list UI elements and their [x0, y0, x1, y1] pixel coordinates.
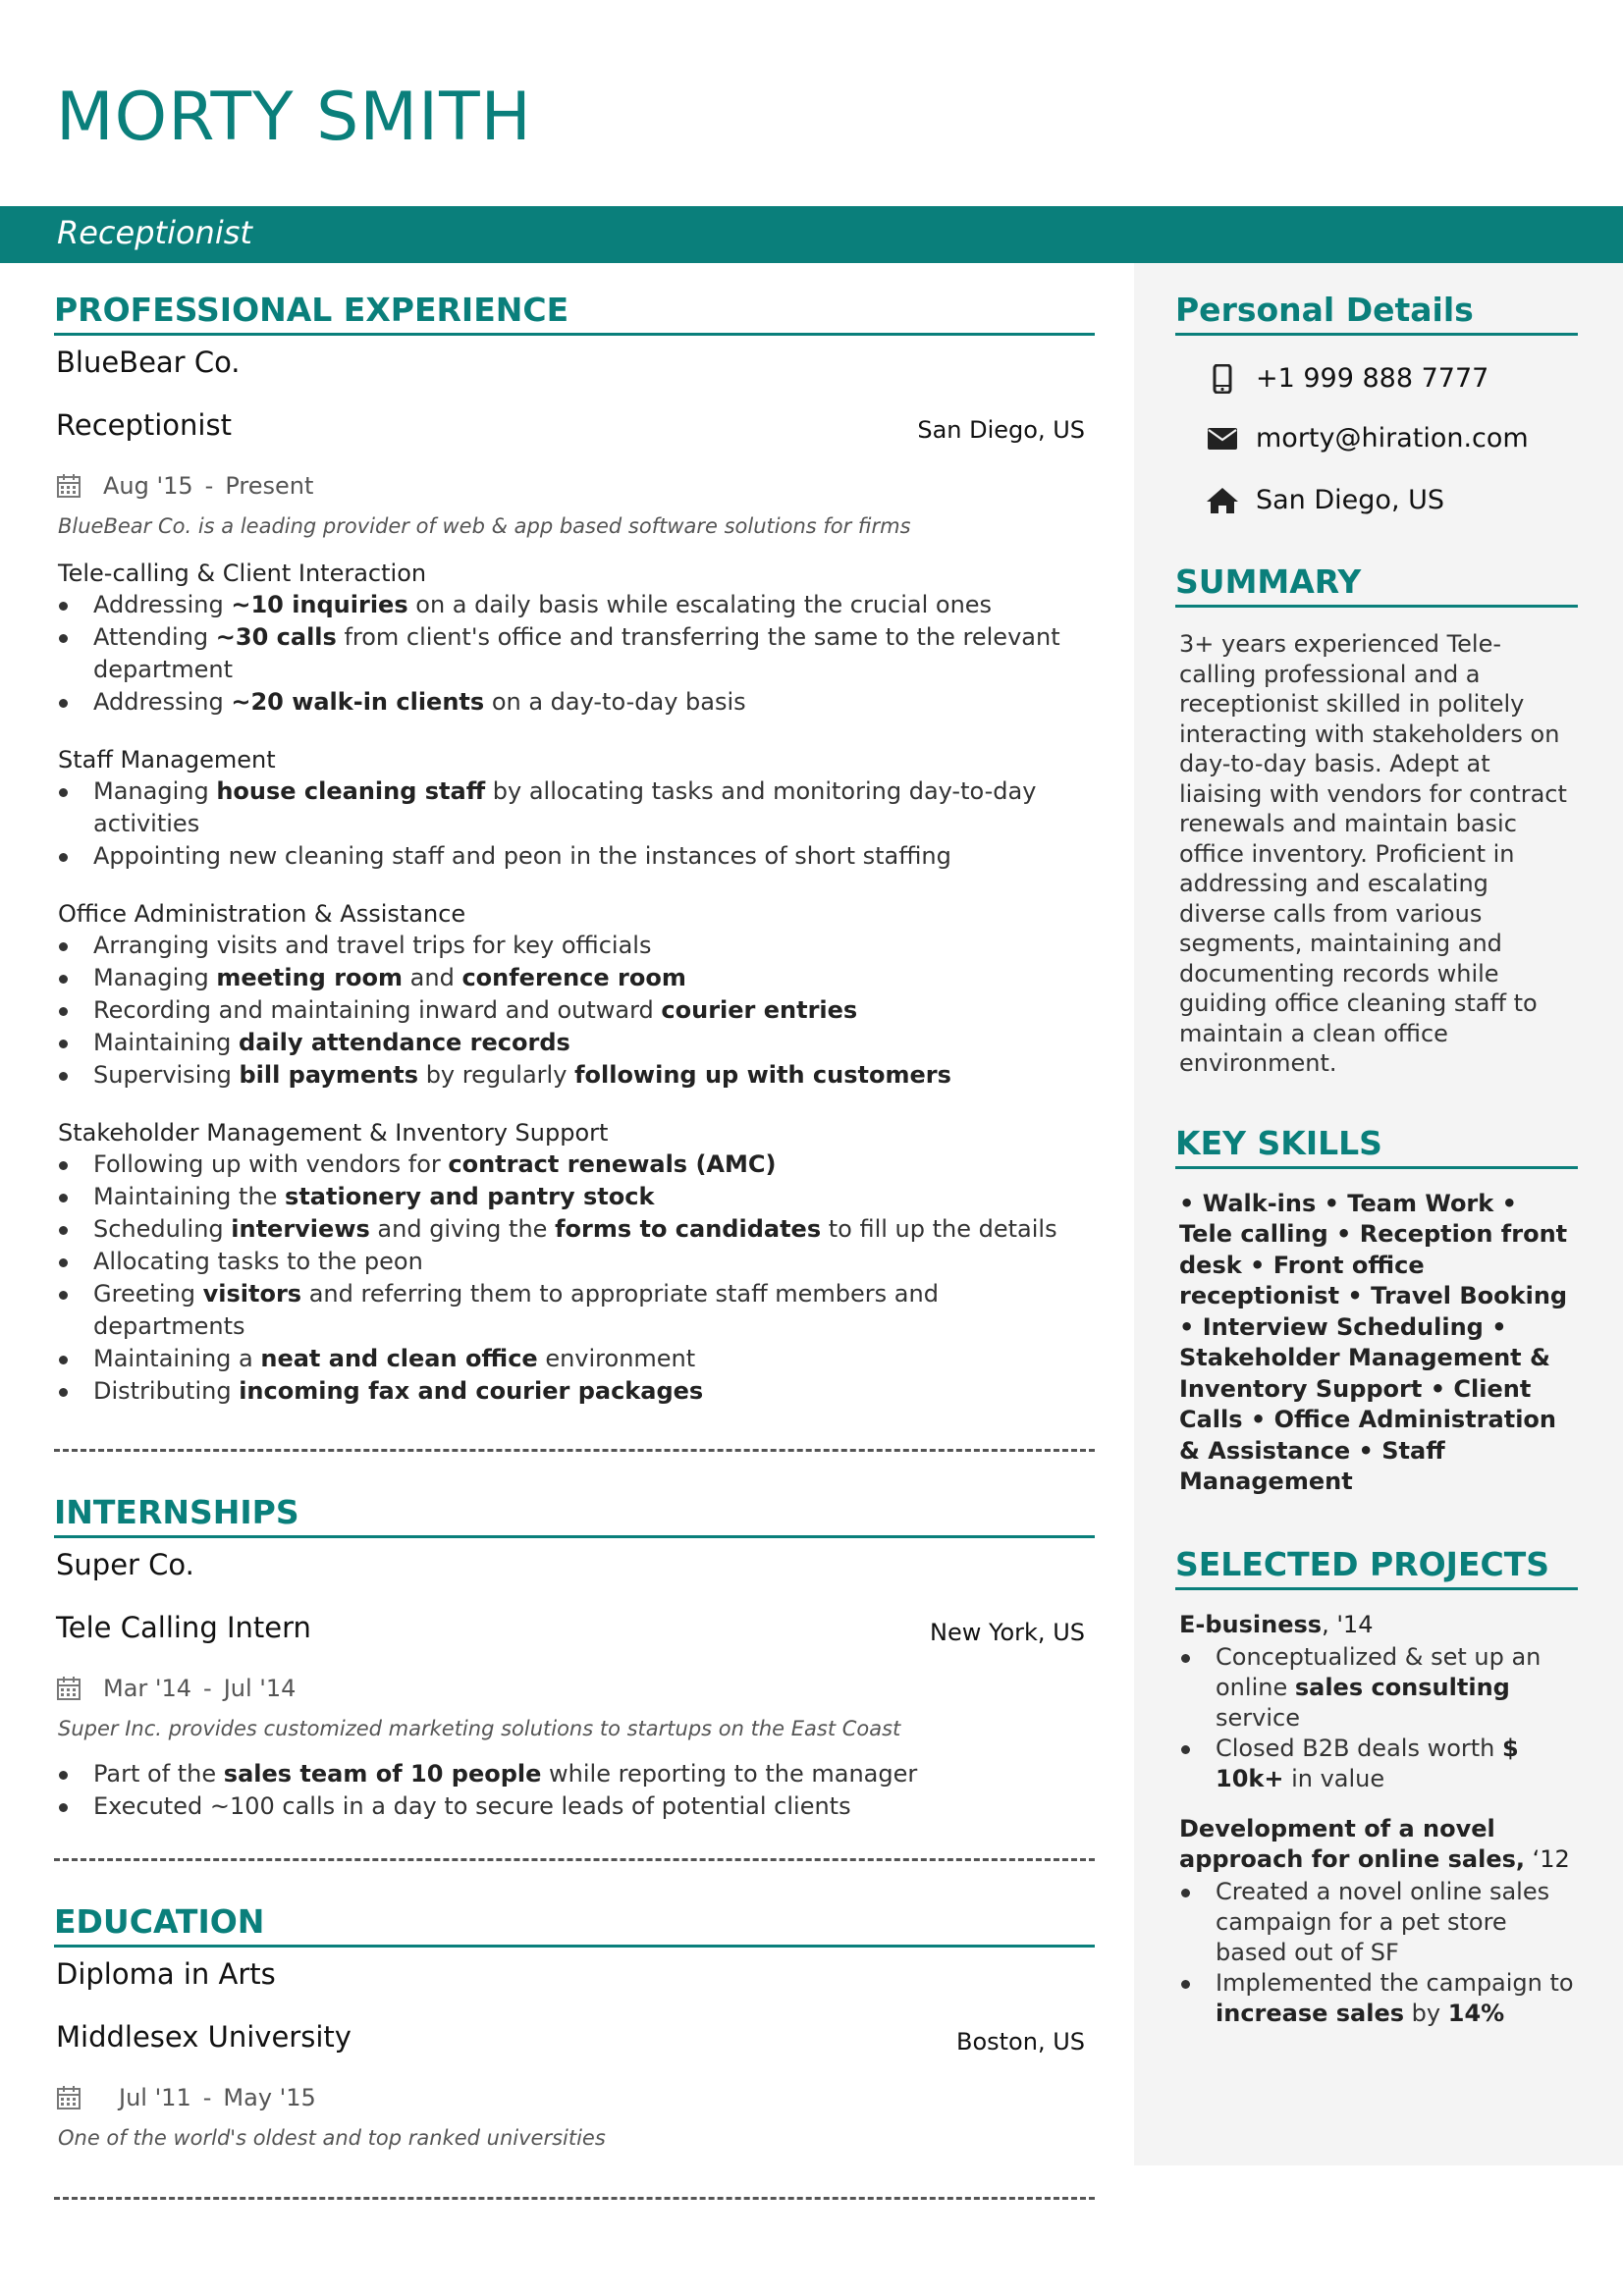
role-line	[54, 1611, 1095, 1652]
list-item: Closed B2B deals worth $ 10k+ in value	[1216, 1734, 1578, 1794]
contact-phone	[1205, 363, 1578, 394]
list-item: Recording and maintaining inward and outward courier entries	[93, 994, 1095, 1027]
job-title: Receptionist	[57, 214, 252, 251]
list-item: Attending ~30 calls from client's office and transferring the same to the relevant department	[93, 621, 1095, 686]
group-title: Stakeholder Management & Inventory Support	[58, 1119, 609, 1147]
summary-section	[1175, 562, 1578, 1079]
internship-bullets	[54, 1758, 1095, 1823]
list-item: Greeting visitors and referring them to appropriate staff members and departments	[93, 1278, 1095, 1343]
section-heading: SUMMARY	[1175, 562, 1578, 608]
phone-number: +1 999 888 7777	[1256, 363, 1489, 394]
section-heading: SELECTED PROJECTS	[1175, 1545, 1578, 1590]
school-description: One of the world's oldest and top ranked universities	[58, 2126, 606, 2150]
group-title: Tele-calling & Client Interaction	[58, 560, 427, 587]
section-heading: KEY SKILLS	[1175, 1124, 1578, 1169]
school-line	[54, 2020, 1095, 2061]
responsibility-groups	[54, 560, 1095, 1408]
list-item: Addressing ~20 walk-in clients on a day-to-day basis	[93, 686, 1095, 719]
list-item: Appointing new cleaning staff and peon in the instances of short staffing	[93, 840, 1095, 873]
list-item: Maintaining daily attendance records	[93, 1027, 1095, 1059]
location: Boston, US	[955, 2028, 1085, 2056]
bullet-list	[54, 589, 1095, 719]
location: New York, US	[930, 1619, 1085, 1646]
location: San Diego, US	[917, 416, 1085, 444]
date-start: Mar '14	[103, 1675, 192, 1702]
experience-section	[54, 291, 1095, 1452]
calendar-icon	[56, 2085, 81, 2110]
contact-address	[1205, 485, 1578, 515]
summary-text: 3+ years experienced Tele-calling professional and a receptionist skilled in politely interacting with stakeholders on day-to-day basis. Adept at liaising with vendors for contract renewals and maintain basic office inventory. Proficient in addressing and escalating diverse calls from various segments, maintaining and documenting records while guiding office cleaning staff to maintain a clean office environment.	[1179, 630, 1567, 1077]
school-name: Middlesex University	[56, 2020, 352, 2054]
company-description: Super Inc. provides customized marketing solutions to startups on the East Coast	[58, 1717, 901, 1740]
section-heading: INTERNSHIPS	[54, 1493, 1095, 1538]
company-description: BlueBear Co. is a leading provider of web & app based software solutions for firms	[58, 514, 911, 538]
projects-section	[1175, 1545, 1578, 2029]
email-address: morty@hiration.com	[1256, 423, 1529, 454]
calendar-icon	[56, 473, 81, 499]
contact-email	[1205, 423, 1578, 454]
list-item: Conceptualized & set up an online sales consulting service	[1216, 1642, 1578, 1734]
date-end: Jul '14	[223, 1675, 297, 1702]
education-section	[54, 1902, 1095, 2200]
home-icon	[1206, 487, 1239, 514]
group-title: Staff Management	[58, 746, 276, 774]
section-heading: PROFESSIONAL EXPERIENCE	[54, 291, 1095, 336]
date-range: Aug '15 - Present	[54, 469, 1095, 503]
skills-list: • Walk-ins • Team Work • Tele calling • Reception front desk • Front office receptionist • Travel Booking • Interview Scheduling • Stakeholder Management & Inventory Support • Client Calls • Office Administration & Assistance • Staff Management	[1179, 1189, 1568, 1495]
calendar-icon	[56, 1676, 81, 1701]
list-item: Maintaining a neat and clean office environment	[93, 1343, 1095, 1375]
list-item: Scheduling interviews and giving the forms to candidates to fill up the details	[93, 1213, 1095, 1246]
list-item: Part of the sales team of 10 people while reporting to the manager	[93, 1758, 1095, 1790]
project-title: Development of a novel approach for online sales, ‘12	[1179, 1814, 1570, 1873]
role-line	[54, 408, 1095, 450]
date-end: May '15	[223, 2084, 316, 2111]
group-title: Office Administration & Assistance	[58, 900, 466, 928]
list-item: Implemented the campaign to increase sales by 14%	[1216, 1968, 1578, 2029]
project-bullets	[1175, 1642, 1578, 1794]
envelope-icon	[1208, 428, 1237, 450]
personal-details-section	[1175, 291, 1578, 515]
main-column	[54, 291, 1095, 2200]
phone-icon	[1213, 364, 1232, 394]
list-item: Managing house cleaning staff by allocating tasks and monitoring day-to-day activities	[93, 775, 1095, 840]
sidebar-column	[1175, 291, 1578, 2029]
role-title: Tele Calling Intern	[56, 1611, 311, 1644]
section-divider	[54, 2197, 1095, 2200]
section-heading: Personal Details	[1175, 291, 1578, 336]
company-name: BlueBear Co.	[56, 346, 241, 379]
project-bullets	[1175, 1877, 1578, 2029]
list-item: Addressing ~10 inquiries on a daily basis while escalating the crucial ones	[93, 589, 1095, 621]
bullet-list	[54, 930, 1095, 1092]
date-start: Aug '15	[103, 472, 193, 500]
list-item: Managing meeting room and conference room	[93, 962, 1095, 994]
date-range: Jul '11 - May '15	[54, 2081, 1095, 2114]
internships-section	[54, 1493, 1095, 1861]
list-item: Following up with vendors for contract renewals (AMC)	[93, 1148, 1095, 1181]
bullet-list	[54, 775, 1095, 873]
list-item: Allocating tasks to the peon	[93, 1246, 1095, 1278]
project-title: E-business, '14	[1179, 1610, 1374, 1638]
degree-name: Diploma in Arts	[56, 1957, 276, 1991]
key-skills-section	[1175, 1124, 1578, 1498]
list-item: Maintaining the stationery and pantry stock	[93, 1181, 1095, 1213]
date-start: Jul '11	[119, 2084, 191, 2111]
date-range: Mar '14 - Jul '14	[54, 1672, 1095, 1705]
list-item: Executed ~100 calls in a day to secure leads of potential clients	[93, 1790, 1095, 1823]
company-name: Super Co.	[56, 1548, 194, 1581]
address: San Diego, US	[1256, 485, 1445, 515]
list-item: Distributing incoming fax and courier packages	[93, 1375, 1095, 1408]
project-list	[1175, 1610, 1578, 2029]
list-item: Arranging visits and travel trips for key officials	[93, 930, 1095, 962]
list-item: Supervising bill payments by regularly following up with customers	[93, 1059, 1095, 1092]
list-item: Created a novel online sales campaign for a pet store based out of SF	[1216, 1877, 1578, 1968]
section-divider	[54, 1858, 1095, 1861]
date-end: Present	[225, 472, 314, 500]
bullet-list	[54, 1148, 1095, 1408]
candidate-name: MORTY SMITH	[56, 79, 532, 156]
section-divider	[54, 1449, 1095, 1452]
section-heading: EDUCATION	[54, 1902, 1095, 1948]
title-band	[0, 206, 1623, 263]
role-title: Receptionist	[56, 408, 232, 442]
